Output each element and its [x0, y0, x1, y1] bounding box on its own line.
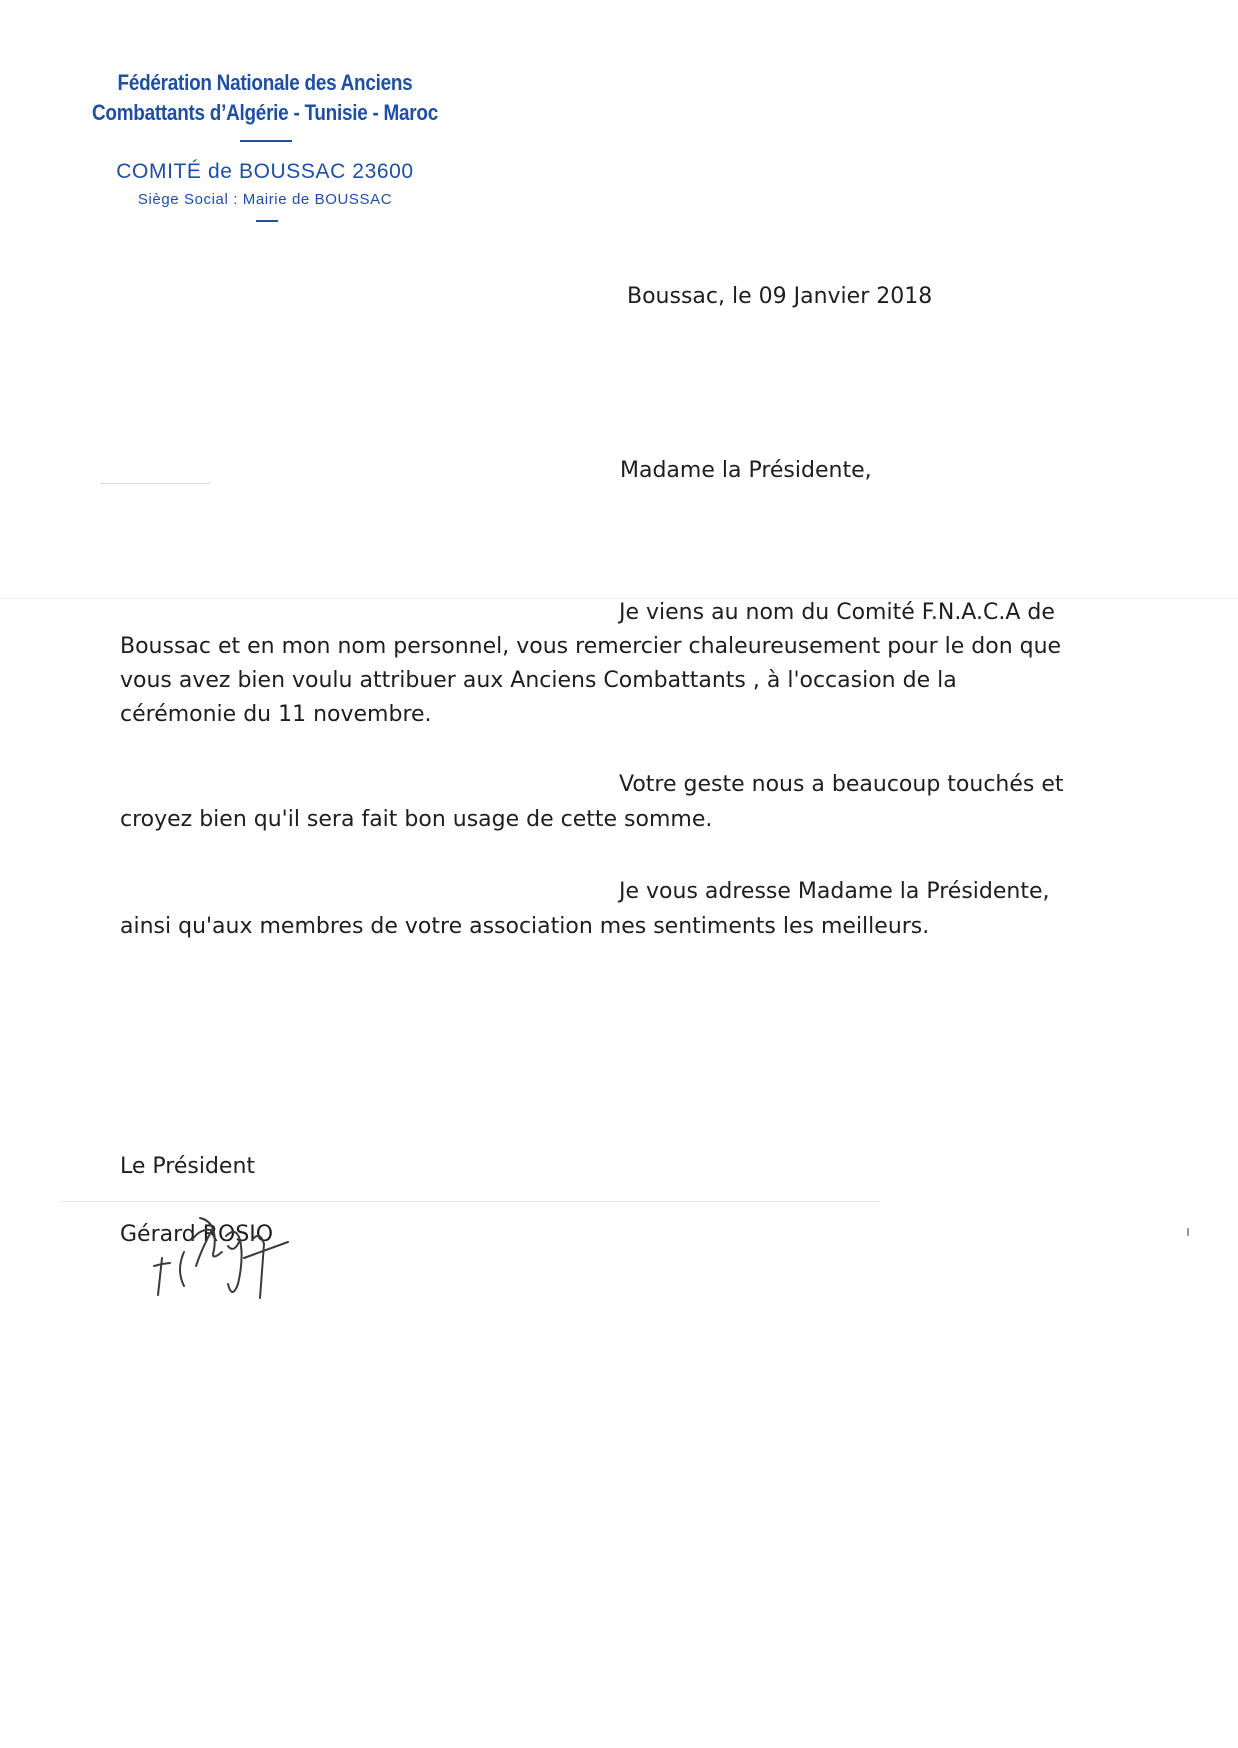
scan-artifact — [1187, 1228, 1189, 1236]
letterhead-seat: Siège Social : Mairie de BOUSSAC — [137, 191, 393, 208]
paragraph-line: cérémonie du 11 novembre. — [120, 702, 432, 727]
closing-title: Le Président — [120, 1154, 256, 1179]
letterhead-organization — [89, 68, 442, 128]
paragraph-line: Je viens au nom du Comité F.N.A.C.A de — [619, 600, 1055, 625]
handwritten-signature — [140, 1200, 310, 1310]
letter-paragraph-1 — [120, 596, 1061, 732]
paragraph-line: Je vous adresse Madame la Présidente, — [619, 879, 1050, 904]
paragraph-line: croyez bien qu'il sera fait bon usage de cette somme. — [120, 807, 713, 832]
letter-salutation: Madame la Présidente, — [620, 458, 872, 483]
letterhead-divider-small — [256, 220, 278, 222]
scan-artifact — [100, 483, 210, 484]
letterhead-org-line1: Fédération Nationale des Anciens — [117, 70, 413, 95]
letterhead-org-line2: Combattants d’Algérie - Tunisie - Maroc — [92, 100, 438, 125]
letter-date: Boussac, le 09 Janvier 2018 — [627, 284, 933, 309]
letterhead-divider — [240, 140, 292, 142]
letter-paragraph-3 — [120, 874, 1050, 944]
paragraph-line: Votre geste nous a beaucoup touchés et — [619, 772, 1064, 797]
paragraph-line: vous avez bien voulu attribuer aux Anciens Combattants , à l'occasion de la — [120, 668, 957, 693]
letterhead-committee: COMITÉ de BOUSSAC 23600 — [116, 160, 414, 183]
letter-paragraph-2 — [120, 767, 1064, 837]
paragraph-line: ainsi qu'aux membres de votre association mes sentiments les meilleurs. — [120, 914, 930, 939]
signatory-name: Gérard ROSIO — [120, 1222, 274, 1247]
paragraph-line: Boussac et en mon nom personnel, vous remercier chaleureusement pour le don que — [120, 634, 1062, 659]
